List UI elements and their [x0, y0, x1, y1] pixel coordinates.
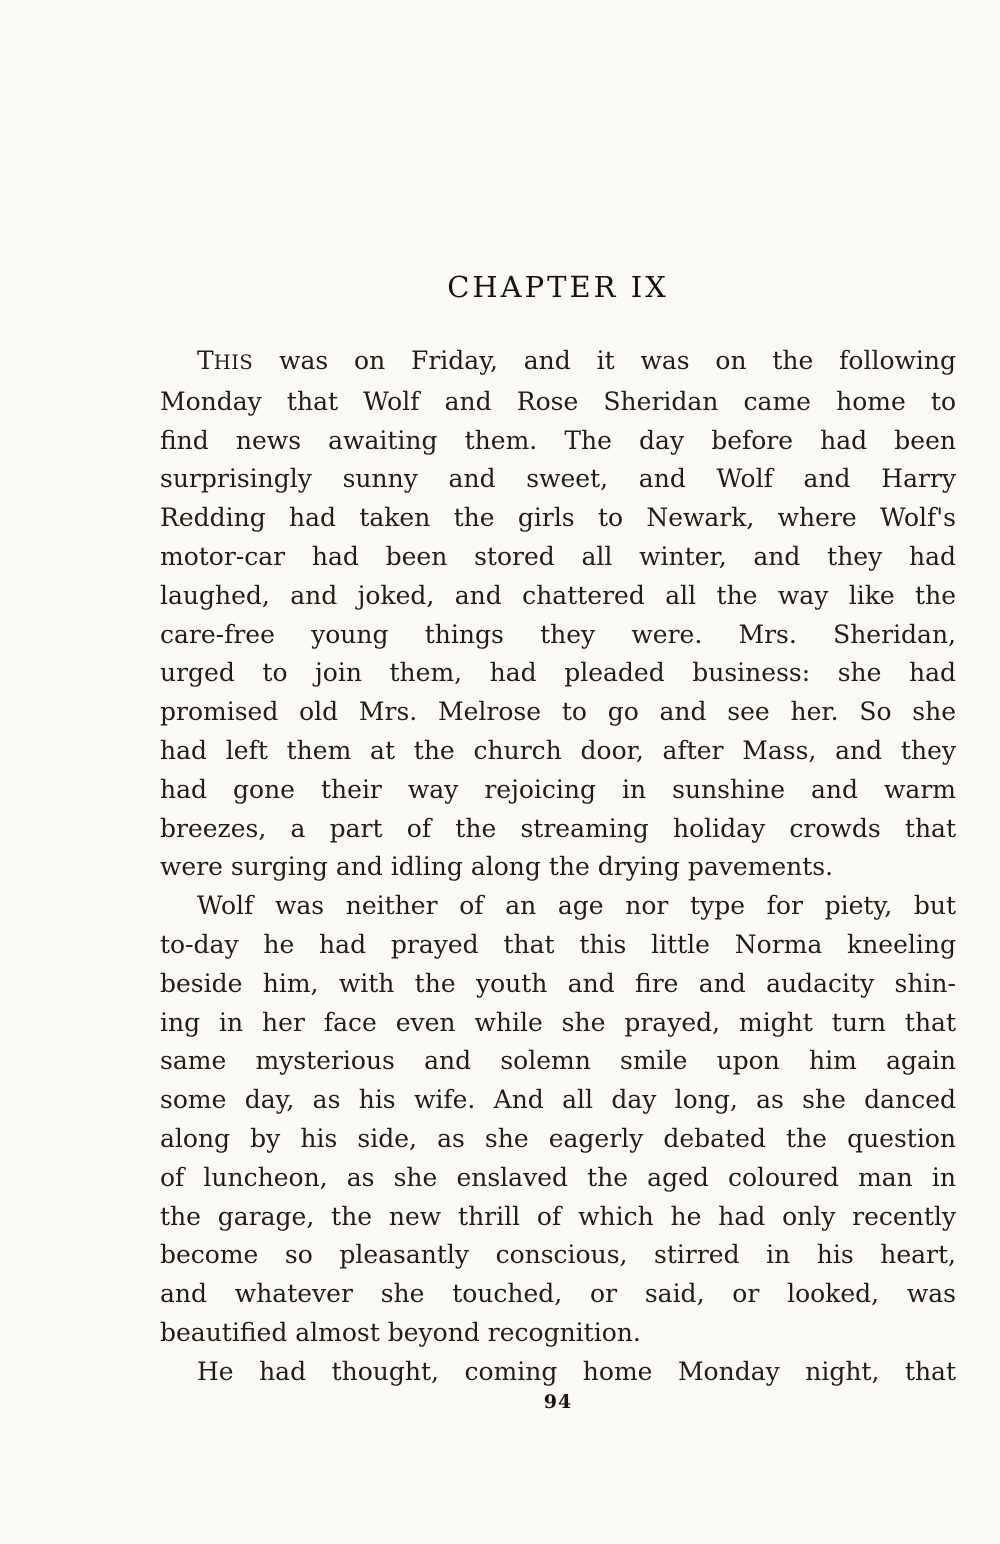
text-line: He had thought, coming home Monday night, that	[197, 1356, 956, 1386]
text-line: find news awaiting them. The day before had been	[160, 425, 956, 455]
text-line: had left them at the church door, after Mass, and they	[160, 735, 956, 765]
text-line: to-day he had prayed that this little Norma kneeling	[160, 929, 956, 959]
text-line: and whatever she touched, or said, or looked, was	[160, 1279, 956, 1309]
lead-capital: T	[197, 346, 214, 375]
line-rest: was on Friday, and it was on the following	[253, 346, 956, 375]
text-line: had gone their way rejoicing in sunshine and warm	[160, 774, 956, 804]
text-line: the garage, the new thrill of which he had only recently	[160, 1201, 956, 1231]
paragraph	[160, 1353, 956, 1392]
paragraph	[160, 342, 956, 887]
text-line	[160, 342, 956, 383]
text-line: were surging and idling along the drying pavements.	[160, 852, 834, 882]
text-line: motor-car had been stored all winter, and they had	[160, 541, 956, 571]
text-line: ing in her face even while she prayed, might turn that	[160, 1007, 956, 1037]
text-line: care-free young things they were. Mrs. Sheridan,	[160, 619, 956, 649]
text-line: promised old Mrs. Melrose to go and see her. So she	[160, 697, 956, 727]
text-line: breezes, a part of the streaming holiday crowds that	[160, 813, 956, 843]
text-line: surprisingly sunny and sweet, and Wolf and Harry	[160, 464, 956, 494]
text-line: beside him, with the youth and fire and audacity shin-	[160, 968, 956, 998]
text-block	[160, 342, 956, 1392]
text-line: laughed, and joked, and chattered all the way like the	[160, 580, 956, 610]
small-caps-word: HIS	[213, 351, 254, 374]
text-line: Redding had taken the girls to Newark, where Wolf's	[160, 503, 956, 533]
text-line: beautified almost beyond recognition.	[160, 1317, 641, 1347]
chapter-heading: CHAPTER IX	[447, 270, 669, 304]
paragraph	[160, 887, 956, 1353]
text-column	[160, 270, 956, 1392]
text-line: Monday that Wolf and Rose Sheridan came home to	[160, 386, 956, 416]
page-number: 94	[543, 1391, 573, 1413]
text-line: same mysterious and solemn smile upon him again	[160, 1046, 956, 1076]
text-line: some day, as his wife. And all day long, as she danced	[160, 1085, 956, 1115]
text-line: become so pleasantly conscious, stirred in his heart,	[160, 1240, 956, 1270]
text-line: Wolf was neither of an age nor type for piety, but	[197, 891, 956, 921]
text-line: urged to join them, had pleaded business: she had	[160, 658, 956, 688]
text-line: of luncheon, as she enslaved the aged coloured man in	[160, 1162, 956, 1192]
text-line: along by his side, as she eagerly debated the question	[160, 1123, 956, 1153]
